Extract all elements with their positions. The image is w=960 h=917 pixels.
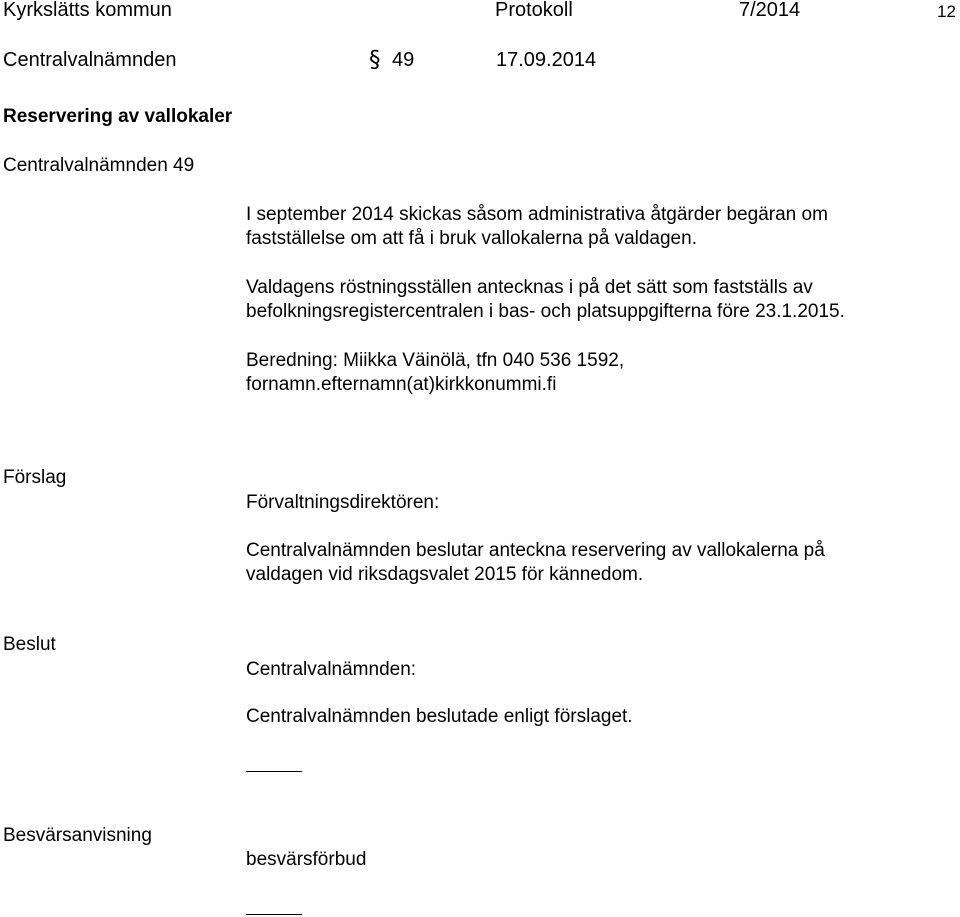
proposer-name: Förvaltningsdirektören: — [246, 492, 440, 513]
decision-text: Centralvalnämnden beslutade enligt förslaget. — [246, 706, 633, 727]
contact-email: fornamn.efternamn(at)kirkkonummi.fi — [246, 374, 557, 395]
decider-name: Centralvalnämnden: — [246, 659, 417, 680]
section-reference: Centralvalnämnden 49 — [3, 155, 195, 176]
preparation-line: Beredning: Miikka Väinölä, tfn 040 536 1592, — [246, 350, 625, 371]
page-title: Reservering av vallokaler — [3, 106, 233, 127]
paragraph-2-line-2: befolkningsregistercentralen i bas- och platsuppgifterna före 23.1.2015. — [246, 301, 845, 322]
document-number: 7/2014 — [739, 0, 801, 21]
paragraph-1-line-2: fastställelse om att få i bruk vallokalerna på valdagen. — [246, 228, 697, 249]
municipality-name: Kyrkslätts kommun — [3, 0, 172, 21]
committee-name: Centralvalnämnden — [3, 49, 177, 71]
proposal-text-line-2: valdagen vid riksdagsvalet 2015 för kännedom. — [246, 564, 644, 585]
section-sign-icon: § — [369, 47, 381, 73]
appeal-instructions-label: Besvärsanvisning — [3, 825, 152, 846]
end-divider — [246, 914, 302, 915]
paragraph-1-line-1: I september 2014 skickas såsom administrativa åtgärder begäran om — [246, 204, 828, 225]
proposal-text-line-1: Centralvalnämnden beslutar anteckna reservering av vallokalerna på — [246, 540, 825, 561]
paragraph-2-line-1: Valdagens röstningsställen antecknas i på det sätt som fastställs av — [246, 277, 813, 298]
document-type: Protokoll — [495, 0, 573, 21]
section-divider — [246, 771, 302, 772]
page-number: 12 — [937, 2, 956, 21]
appeal-instructions-text: besvärsförbud — [246, 849, 367, 870]
meeting-date: 17.09.2014 — [496, 49, 597, 71]
decision-label: Beslut — [3, 634, 56, 655]
section-number: 49 — [392, 49, 415, 71]
proposal-label: Förslag — [3, 467, 67, 488]
